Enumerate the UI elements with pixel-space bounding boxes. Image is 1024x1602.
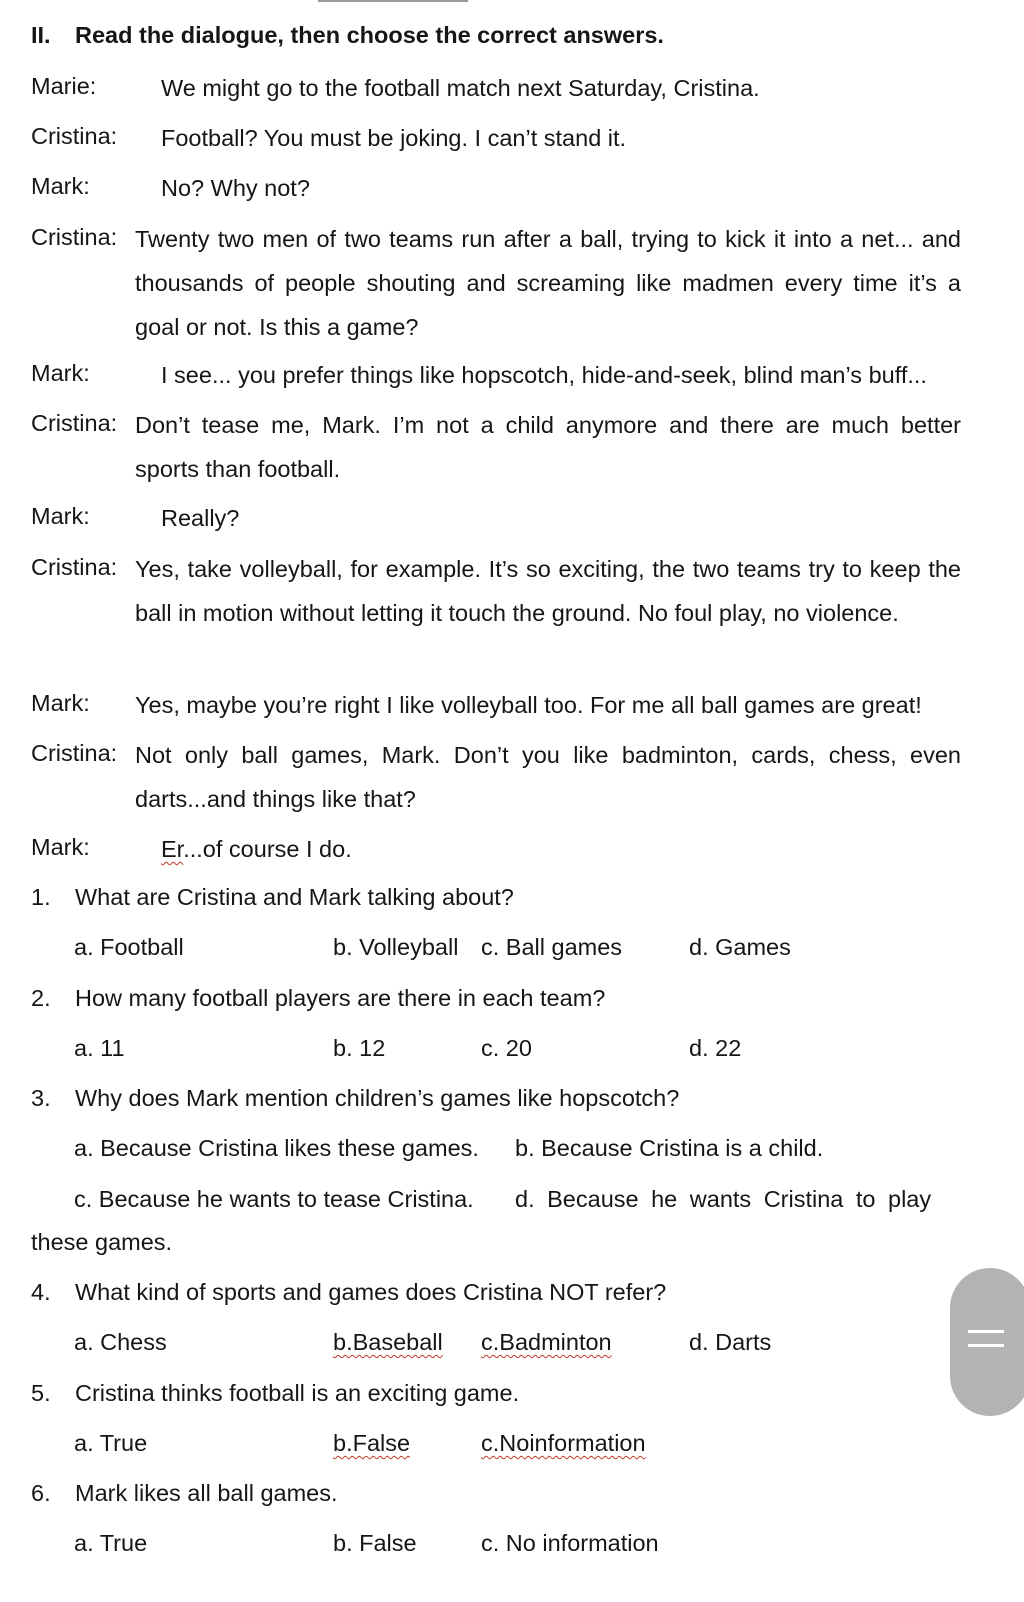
speaker-name: Mark: <box>31 173 90 199</box>
answer-option[interactable]: b.False <box>333 1430 411 1456</box>
answer-option[interactable]: b.Baseball <box>333 1329 443 1355</box>
dialogue-line <box>31 740 961 820</box>
answer-option[interactable]: b. Volleyball <box>333 934 459 960</box>
question <box>31 985 605 1012</box>
dialogue-text: Not only ball games, Mark. Don’t you like badminton, cards, chess, even darts...and things like that? <box>135 742 961 812</box>
answer-option[interactable]: d. Darts <box>689 1329 772 1355</box>
option-continuation: these games. <box>31 1229 173 1255</box>
dialogue-line <box>31 554 961 684</box>
answer-option[interactable]: a. Because Cristina likes these games. <box>74 1135 479 1161</box>
speaker-name: Marie: <box>31 73 97 99</box>
speaker-name: Cristina: <box>31 224 118 250</box>
dialogue-line <box>31 690 961 724</box>
question-text: What are Cristina and Mark talking about? <box>75 884 514 910</box>
speaker-name: Mark: <box>31 834 90 860</box>
top-rule <box>318 0 468 2</box>
answer-option[interactable]: c. 20 <box>481 1035 532 1061</box>
answer-option[interactable]: a. Football <box>74 934 184 960</box>
speaker-name: Cristina: <box>31 554 118 580</box>
dialogue-text: Twenty two men of two teams run after a ball, trying to kick it into a net... and thousands of people shouting and screaming like madmen every time it’s a goal or not. Is this a game? <box>135 226 961 340</box>
answer-option[interactable]: b. Because Cristina is a child. <box>515 1135 824 1161</box>
answer-option[interactable]: c. Because he wants to tease Cristina. <box>74 1186 474 1212</box>
answer-option[interactable]: d. Games <box>689 934 791 960</box>
dialogue-line <box>31 123 961 157</box>
speaker-name: Mark: <box>31 360 90 386</box>
question <box>31 1279 666 1306</box>
answer-option[interactable]: c. No information <box>481 1530 659 1556</box>
question-text: Why does Mark mention children’s games like hopscotch? <box>75 1085 680 1111</box>
dialogue-text-rest: ...of course I do. <box>183 836 352 862</box>
dialogue-line <box>31 73 961 107</box>
dialogue-text: Don’t tease me, Mark. I’m not a child anymore and there are much better sports than football. <box>135 412 961 482</box>
dialogue-text: No? Why not? <box>161 175 310 201</box>
question-number: 2. <box>31 985 51 1011</box>
answer-option[interactable]: b. 12 <box>333 1035 386 1061</box>
answer-option[interactable]: c.Noinformation <box>481 1430 646 1456</box>
answer-option[interactable]: a. True <box>74 1530 148 1556</box>
dialogue-text: Yes, take volleyball, for example. It’s so exciting, the two teams try to keep the ball in motion without letting it touch the ground. No foul play, no violence. <box>135 556 961 626</box>
answer-option[interactable]: a. Chess <box>74 1329 167 1355</box>
dialogue-text: Football? You must be joking. I can’t stand it. <box>161 125 627 151</box>
dialogue-text: We might go to the football match next Saturday, Cristina. <box>161 75 760 101</box>
question-text: How many football players are there in each team? <box>75 985 606 1011</box>
question <box>31 1480 338 1507</box>
dialogue-line <box>31 503 961 537</box>
section-instruction: Read the dialogue, then choose the correct answers. <box>75 22 664 48</box>
dialogue-line <box>31 360 961 394</box>
speaker-name: Mark: <box>31 690 90 716</box>
question <box>31 884 514 911</box>
section-number: II. <box>31 22 51 48</box>
question-number: 4. <box>31 1279 51 1305</box>
question-text: Mark likes all ball games. <box>75 1480 338 1506</box>
answer-option[interactable]: c.Badminton <box>481 1329 612 1355</box>
dialogue-line <box>31 834 961 868</box>
dialogue-line <box>31 410 961 490</box>
answer-option[interactable]: a. 11 <box>74 1035 125 1061</box>
answer-option[interactable]: d. 22 <box>689 1035 742 1061</box>
dialogue-line <box>31 173 961 207</box>
section-heading <box>31 22 664 49</box>
speaker-name: Cristina: <box>31 740 118 766</box>
misspelled-word: Er <box>161 836 184 862</box>
answer-option[interactable]: d. Because he wants Cristina to play <box>515 1186 932 1212</box>
answer-option[interactable]: b. False <box>333 1530 417 1556</box>
question <box>31 1085 679 1112</box>
side-panel-handle[interactable] <box>950 1268 1024 1416</box>
dialogue-text: Yes, maybe you’re right I like volleyball too. For me all ball games are great! <box>135 692 922 718</box>
dialogue-text <box>161 834 352 864</box>
answer-option[interactable]: c. Ball games <box>481 934 623 960</box>
question-text: Cristina thinks football is an exciting game. <box>75 1380 520 1406</box>
dialogue-text: Really? <box>161 505 240 531</box>
question-text: What kind of sports and games does Cristina NOT refer? <box>75 1279 667 1305</box>
question-number: 3. <box>31 1085 51 1111</box>
question-number: 6. <box>31 1480 51 1506</box>
question-number: 5. <box>31 1380 51 1406</box>
speaker-name: Cristina: <box>31 123 118 149</box>
question <box>31 1380 519 1407</box>
question-number: 1. <box>31 884 51 910</box>
speaker-name: Cristina: <box>31 410 118 436</box>
answer-option[interactable]: a. True <box>74 1430 148 1456</box>
dialogue-text: I see... you prefer things like hopscotch, hide-and-seek, blind man’s buff... <box>161 362 927 388</box>
speaker-name: Mark: <box>31 503 90 529</box>
dialogue-line <box>31 224 961 354</box>
